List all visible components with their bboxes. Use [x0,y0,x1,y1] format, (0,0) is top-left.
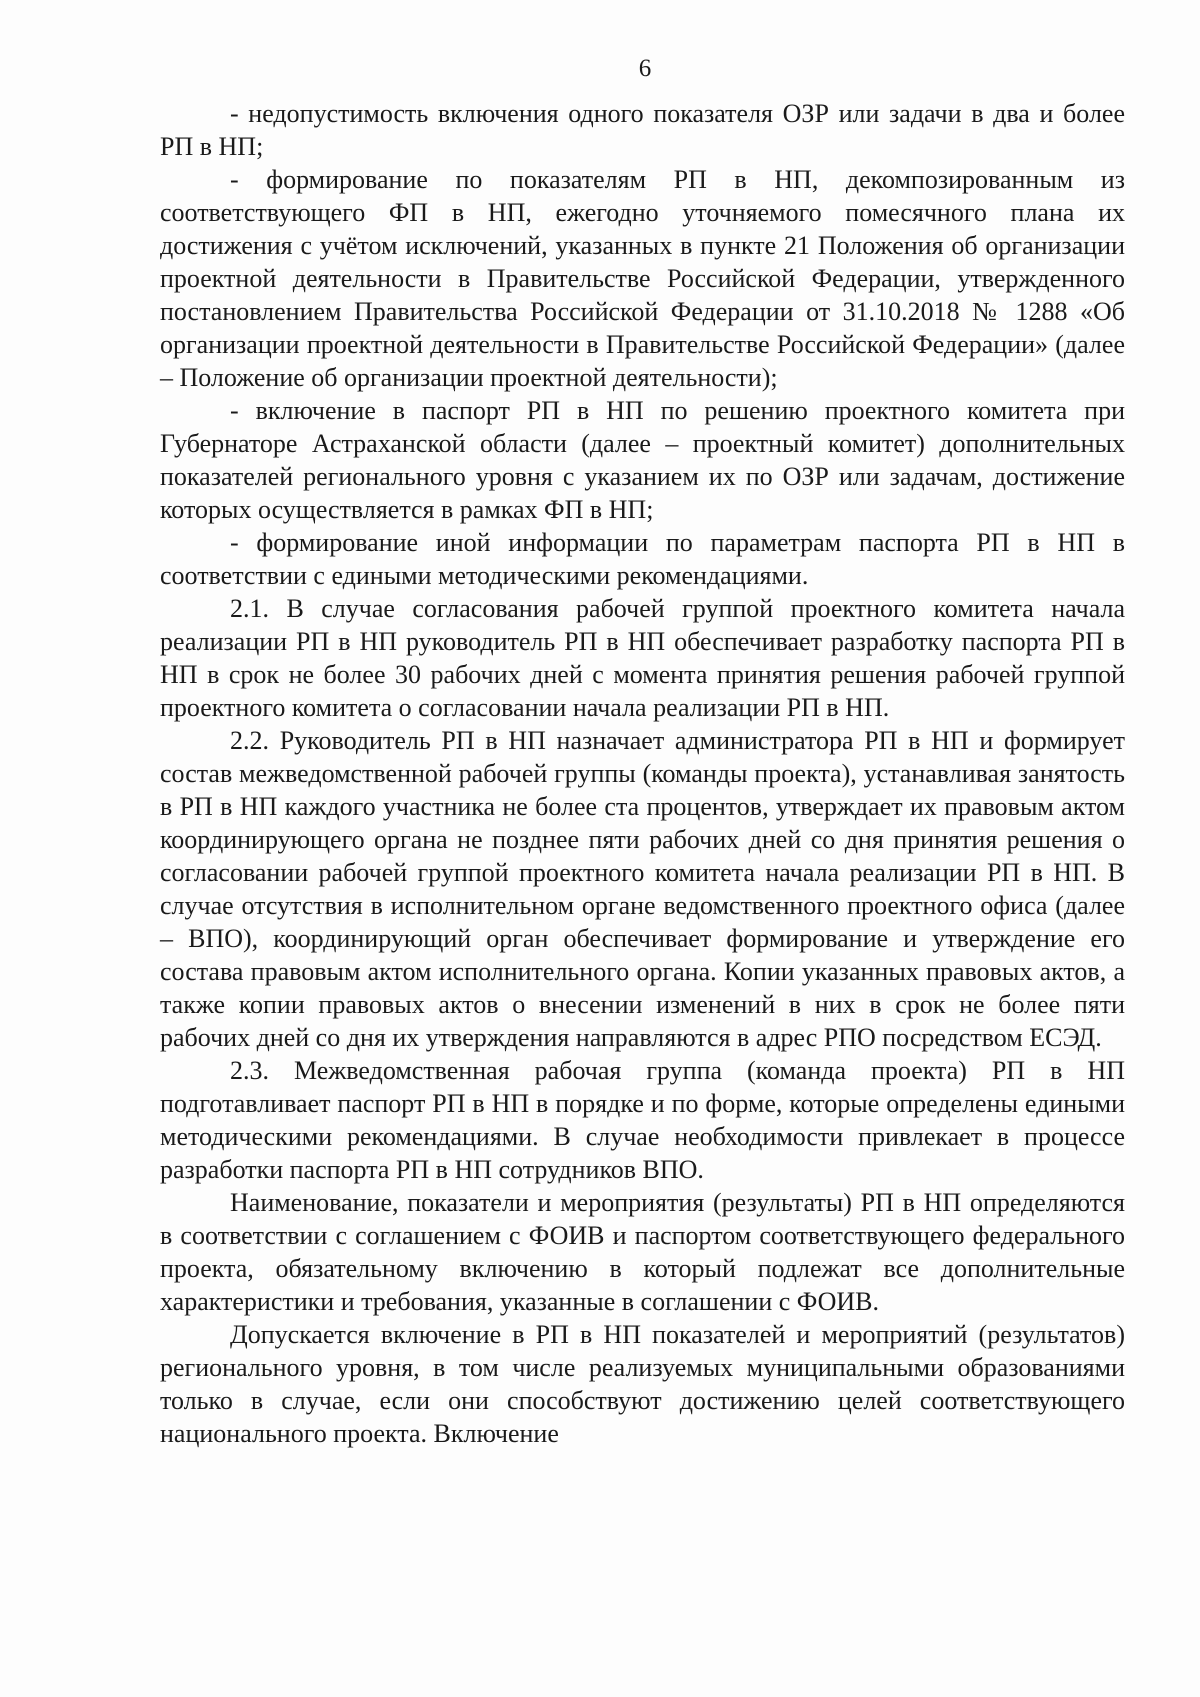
document-body [160,97,1125,1450]
page-number: 6 [638,55,652,82]
paragraph: - недопустимость включения одного показателя ОЗР или задачи в два и более РП в НП; [160,99,1125,161]
paragraph: - формирование по показателям РП в НП, декомпозированным из соответствующего ФП в НП, ежегодно уточняемого помесячного плана их достижения с учётом исключений, указанных в пункте 21 Положения об организации проектной деятельности в Правительстве Российской Федерации, утвержденного постановлением Правительства Российской Федерации от 31.10.2018 № 1288 «Об организации проектной деятельности в Правительстве Российской Федерации» (далее – Положение об организации проектной деятельности); [160,165,1125,392]
paragraph: 2.1. В случае согласования рабочей группой проектного комитета начала реализации РП в НП руководитель РП в НП обеспечивает разработку паспорта РП в НП в срок не более 30 рабочих дней с момента принятия решения рабочей группой проектного комитета о согласовании начала реализации РП в НП. [160,594,1125,722]
paragraph: Наименование, показатели и мероприятия (результаты) РП в НП определяются в соответствии с соглашением с ФОИВ и паспортом соответствующего федерального проекта, обязательному включению в который подлежат все дополнительные характеристики и требования, указанные в соглашении с ФОИВ. [160,1188,1125,1316]
paragraph: 2.2. Руководитель РП в НП назначает администратора РП в НП и формирует состав межведомственной рабочей группы (команды проекта), устанавливая занятость в РП в НП каждого участника не более ста процентов, утверждает их правовым актом координирующего органа не позднее пяти рабочих дней со дня принятия решения о согласовании рабочей группой проектного комитета начала реализации РП в НП. В случае отсутствия в исполнительном органе ведомственного проектного офиса (далее – ВПО), координирующий орган обеспечивает формирование и утверждение его состава правовым актом исполнительного органа. Копии указанных правовых актов, а также копии правовых актов о внесении изменений в них в срок не более пяти рабочих дней со дня их утверждения направляются в адрес РПО посредством ЕСЭД. [160,726,1125,1052]
paragraph: - включение в паспорт РП в НП по решению проектного комитета при Губернаторе Астраханской области (далее – проектный комитет) дополнительных показателей регионального уровня с указанием их по ОЗР или задачам, достижение которых осуществляется в рамках ФП в НП; [160,396,1125,524]
paragraph: 2.3. Межведомственная рабочая группа (команда проекта) РП в НП подготавливает паспорт РП в НП в порядке и по форме, которые определены едиными методическими рекомендациями. В случае необходимости привлекает в процессе разработки паспорта РП в НП сотрудников ВПО. [160,1056,1125,1184]
paragraph: Допускается включение в РП в НП показателей и мероприятий (результатов) регионального уровня, в том числе реализуемых муниципальными образованиями только в случае, если они способствуют достижению целей соответствующего национального проекта. Включение [160,1320,1125,1448]
paragraph: - формирование иной информации по параметрам паспорта РП в НП в соответствии с едиными методическими рекомендациями. [160,528,1125,590]
